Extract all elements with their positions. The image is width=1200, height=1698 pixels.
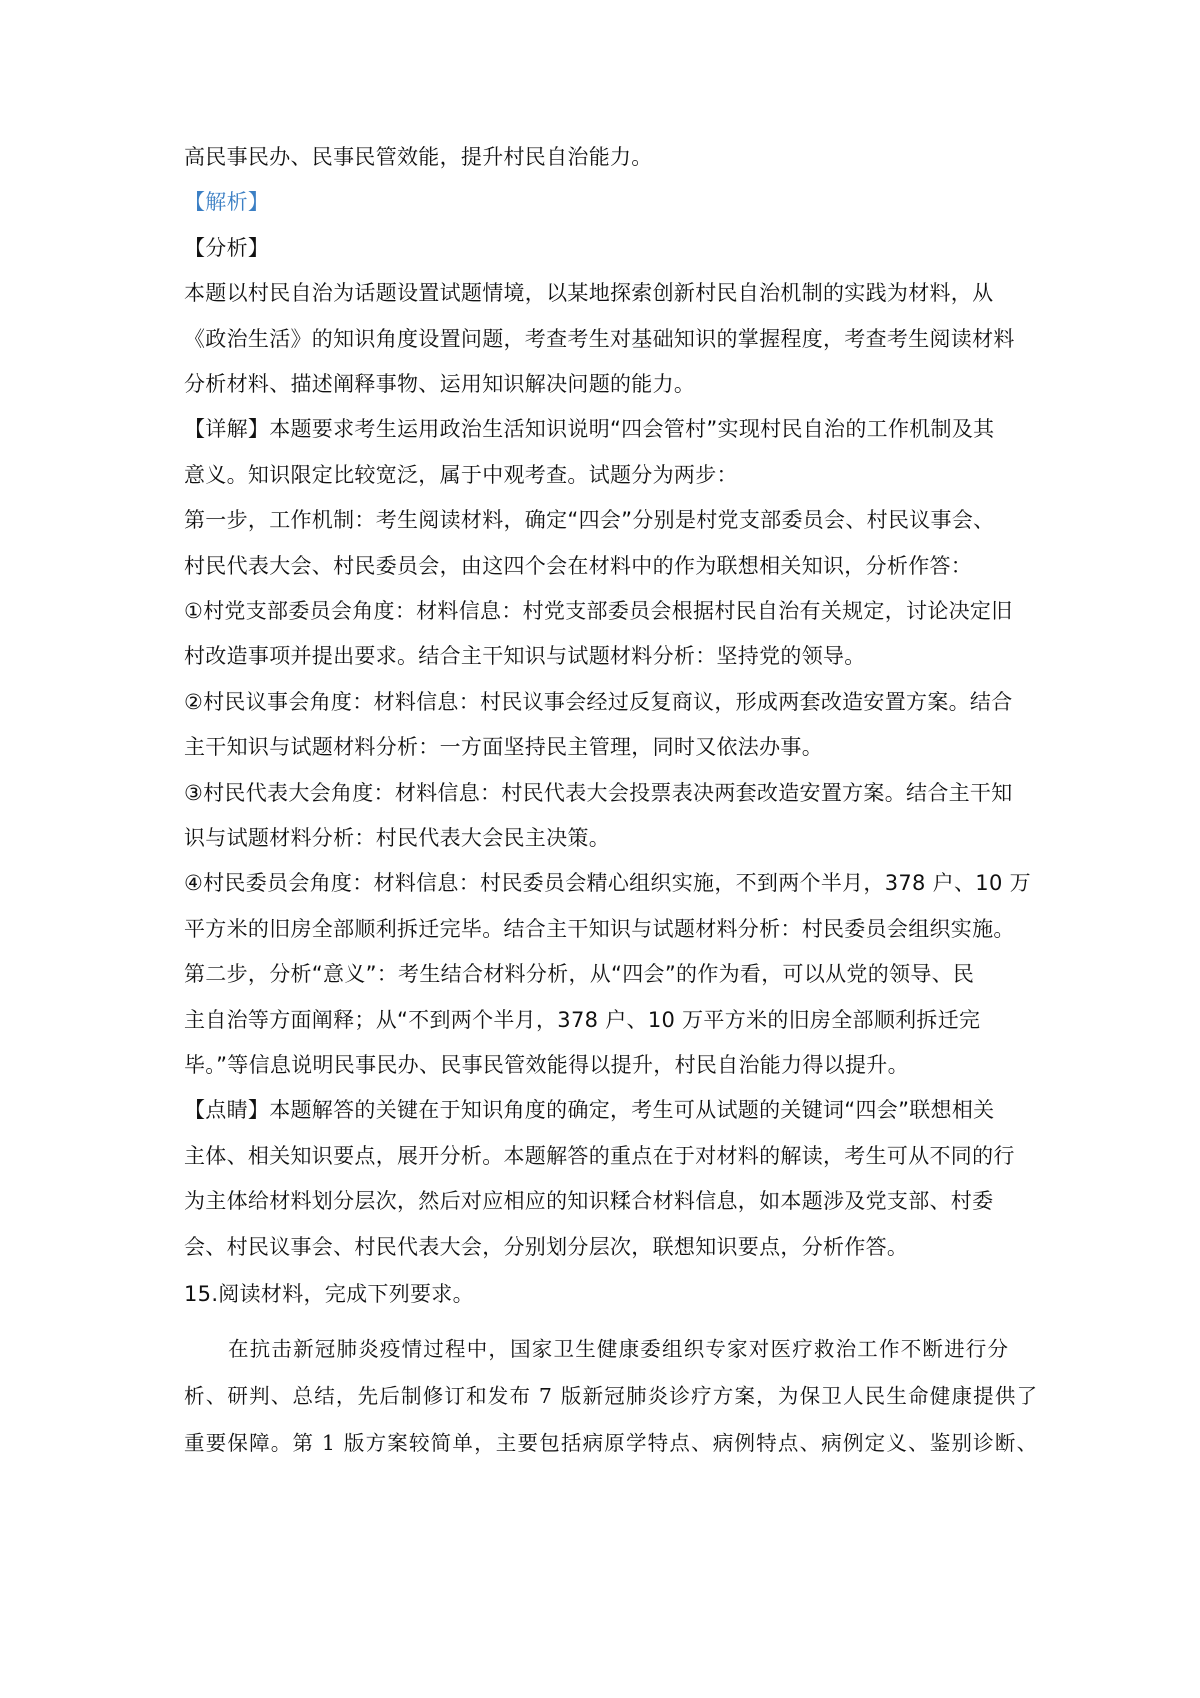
dianjing-line: 主体、相关知识要点，展开分析。本题解答的重点在于对材料的解读，考生可从不同的行 (184, 1144, 1015, 1168)
xiangjie-line: 第二步，分析“意义”：考生结合材料分析，从“四会”的作为看，可以从党的领导、民 (184, 962, 975, 986)
fenxi-line: 分析材料、描述阐释事物、运用知识解决问题的能力。 (184, 372, 696, 396)
xiangjie-line: 第一步，工作机制：考生阅读材料，确定“四会”分别是村党支部委员会、村民议事会、 (184, 508, 995, 532)
material-line: 析、研判、总结，先后制修订和发布 7 版新冠肺炎诊疗方案，为保卫人民生命健康提供了 (184, 1384, 1039, 1408)
dianjing-line: 为主体给材料划分层次，然后对应相应的知识糅合材料信息，如本题涉及党支部、村委 (184, 1189, 994, 1213)
xiangjie-line: ②村民议事会角度：材料信息：村民议事会经过反复商议，形成两套改造安置方案。结合 (184, 690, 1013, 714)
xiangjie-line: 主干知识与试题材料分析：一方面坚持民主管理，同时又依法办事。 (184, 735, 823, 759)
xiangjie-line: 意义。知识限定比较宽泛，属于中观考查。试题分为两步： (184, 463, 738, 487)
xiangjie-line: ①村党支部委员会角度：材料信息：村党支部委员会根据村民自治有关规定，讨论决定旧 (184, 599, 1013, 623)
xiangjie-line: ③村民代表大会角度：材料信息：村民代表大会投票表决两套改造安置方案。结合主干知 (184, 781, 1013, 805)
fenxi-label: 【分析】 (184, 236, 270, 260)
xiangjie-line: 【详解】本题要求考生运用政治生活知识说明“四会管村”实现村民自治的工作机制及其 (184, 417, 995, 441)
xiangjie-line: 毕。”等信息说明民事民办、民事民管效能得以提升，村民自治能力得以提升。 (184, 1053, 909, 1077)
dianjing-line: 会、村民议事会、村民代表大会，分别划分层次，联想知识要点，分析作答。 (184, 1235, 909, 1259)
material-line: 在抗击新冠肺炎疫情过程中，国家卫生健康委组织专家对医疗救治工作不断进行分 (228, 1337, 1010, 1361)
jiexi-label: 【解析】 (184, 190, 270, 214)
xiangjie-line: 村改造事项并提出要求。结合主干知识与试题材料分析：坚持党的领导。 (184, 644, 866, 668)
xiangjie-line: 主自治等方面阐释；从“不到两个半月，378 户、10 万平方米的旧房全部顺利拆迁完 (184, 1008, 981, 1032)
xiangjie-line: ④村民委员会角度：材料信息：村民委员会精心组织实施，不到两个半月，378 户、10 万 (184, 871, 1031, 895)
material-line: 重要保障。第 1 版方案较简单，主要包括病原学特点、病例特点、病例定义、鉴别诊断、 (184, 1431, 1039, 1455)
xiangjie-line: 村民代表大会、村民委员会，由这四个会在材料中的作为联想相关知识，分析作答： (184, 554, 973, 578)
xiangjie-line: 平方米的旧房全部顺利拆迁完毕。结合主干知识与试题材料分析：村民委员会组织实施。 (184, 917, 1015, 941)
fenxi-line: 本题以村民自治为话题设置试题情境，以某地探索创新村民自治机制的实践为材料，从 (184, 281, 994, 305)
fenxi-line: 《政治生活》的知识角度设置问题，考查考生对基础知识的掌握程度，考查考生阅读材料 (184, 327, 1015, 351)
xiangjie-line: 识与试题材料分析：村民代表大会民主决策。 (184, 826, 610, 850)
dianjing-line: 【点睛】本题解答的关键在于知识角度的确定，考生可从试题的关键词“四会”联想相关 (184, 1098, 995, 1122)
continuation-line: 高民事民办、民事民管效能，提升村民自治能力。 (184, 145, 653, 169)
question-15: 15.阅读材料，完成下列要求。 (184, 1282, 474, 1306)
